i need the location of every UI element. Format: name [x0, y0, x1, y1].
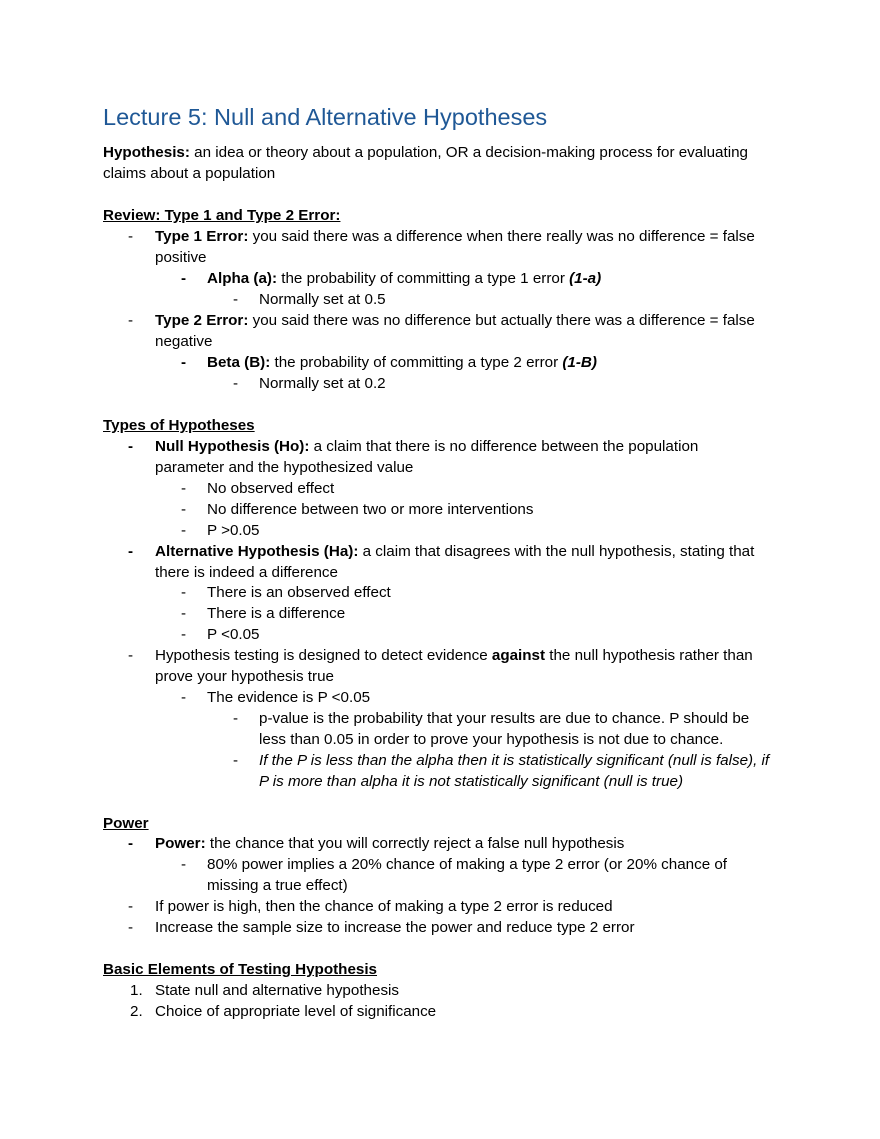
bullet-dash: - [181, 856, 187, 873]
item-text: you said there was a difference when there really was no difference = false positive [155, 228, 755, 266]
item-text: the null hypothesis rather than prove your hypothesis true [155, 647, 753, 685]
item-text: a claim that there is no difference between the population parameter and the hypothesized value [155, 438, 699, 476]
bullet-dash: - [128, 647, 134, 664]
item-text: If the P is less than the alpha then it is statistically significant (null is false), if P is more than alpha it is not statistically significant (null is true) [259, 752, 770, 790]
list-item [181, 624, 772, 645]
bullet-dash: - [128, 438, 134, 455]
list-item [128, 896, 765, 917]
item-note: (1-a) [569, 270, 602, 287]
list-item [181, 603, 772, 624]
definition-term: Hypothesis: [103, 144, 190, 161]
item-text: Choice of appropriate level of significance [155, 1003, 437, 1020]
bullet-dash: - [181, 605, 187, 622]
list-item [130, 1001, 765, 1022]
item-note: (1-B) [562, 354, 597, 371]
bullet-dash: - [181, 354, 187, 371]
item-text: State null and alternative hypothesis [155, 982, 400, 999]
list-item [181, 268, 772, 289]
power-heading: Power [103, 815, 149, 832]
bullet-dash: - [181, 626, 187, 643]
list-item [181, 499, 772, 520]
basic-heading: Basic Elements of Testing Hypothesis [103, 961, 378, 978]
item-text: Normally set at 0.5 [259, 291, 386, 308]
list-item [128, 226, 765, 268]
page-title: Lecture 5: Null and Alternative Hypotheses [103, 104, 548, 130]
item-text: p-value is the probability that your results are due to chance. P should be less than 0.05 in order to prove your hypothesis is not due to chance. [259, 710, 750, 748]
item-text: The evidence is P <0.05 [207, 689, 371, 706]
list-item [128, 917, 765, 938]
list-item [233, 750, 779, 792]
item-text: If power is high, then the chance of making a type 2 error is reduced [155, 898, 613, 915]
list-item [128, 310, 765, 352]
list-item [181, 854, 772, 896]
item-emphasis: against [491, 647, 546, 664]
bullet-dash: - [181, 522, 187, 539]
list-item [181, 478, 772, 499]
item-text: No observed effect [207, 480, 335, 497]
item-term: Type 1 Error: [155, 228, 249, 245]
bullet-dash: - [128, 312, 134, 329]
list-item [130, 980, 765, 1001]
list-item [128, 436, 765, 478]
item-text: you said there was no difference but actually there was a difference = false negative [155, 312, 755, 350]
bullet-dash: - [128, 228, 134, 245]
item-text: There is an observed effect [207, 584, 391, 601]
item-text: No difference between two or more interventions [207, 501, 534, 518]
item-text: a claim that disagrees with the null hypothesis, stating that there is indeed a difference [155, 543, 755, 581]
list-item [128, 541, 765, 583]
item-term: Beta (B): [207, 354, 271, 371]
bullet-dash: - [128, 898, 134, 915]
bullet-dash: - [181, 501, 187, 518]
item-term: Type 2 Error: [155, 312, 249, 329]
list-item [233, 289, 779, 310]
bullet-dash: - [181, 689, 187, 706]
list-item [181, 352, 772, 373]
review-heading: Review: Type 1 and Type 2 Error: [103, 207, 341, 224]
list-item [233, 373, 779, 394]
bullet-dash: - [128, 919, 134, 936]
definition-text: an idea or theory about a population, OR a decision-making process for evaluating claims about a population [103, 144, 748, 182]
item-text: the probability of committing a type 1 error [277, 270, 570, 287]
item-text: There is a difference [207, 605, 346, 622]
list-item [181, 520, 772, 541]
bullet-dash: - [181, 270, 187, 287]
list-number: 1. [130, 982, 143, 999]
item-text: Normally set at 0.2 [259, 375, 386, 392]
list-item [181, 687, 772, 708]
item-term: Alternative Hypothesis (Ha): [155, 543, 359, 560]
item-text: the chance that you will correctly reject a false null hypothesis [205, 835, 625, 852]
hypothesis-definition [103, 142, 783, 184]
item-term: Alpha (a): [207, 270, 278, 287]
bullet-dash: - [181, 480, 187, 497]
bullet-dash: - [181, 584, 187, 601]
bullet-dash: - [233, 752, 239, 769]
bullet-dash: - [233, 375, 239, 392]
item-text: P >0.05 [207, 522, 260, 539]
types-heading: Types of Hypotheses [103, 417, 255, 434]
item-text: P <0.05 [207, 626, 260, 643]
item-term: Power: [155, 835, 206, 852]
list-item [181, 582, 772, 603]
item-term: Null Hypothesis (Ho): [155, 438, 310, 455]
bullet-dash: - [233, 291, 239, 308]
list-item [128, 833, 765, 854]
bullet-dash: - [128, 835, 134, 852]
list-number: 2. [130, 1003, 143, 1020]
bullet-dash: - [128, 543, 134, 560]
item-text: Increase the sample size to increase the power and reduce type 2 error [155, 919, 635, 936]
list-item [233, 708, 779, 750]
list-item [128, 645, 765, 687]
bullet-dash: - [233, 710, 239, 727]
item-text: 80% power implies a 20% chance of making a type 2 error (or 20% chance of missing a true effect) [207, 856, 728, 894]
item-text: Hypothesis testing is designed to detect evidence [155, 647, 492, 664]
item-text: the probability of committing a type 2 error [270, 354, 563, 371]
